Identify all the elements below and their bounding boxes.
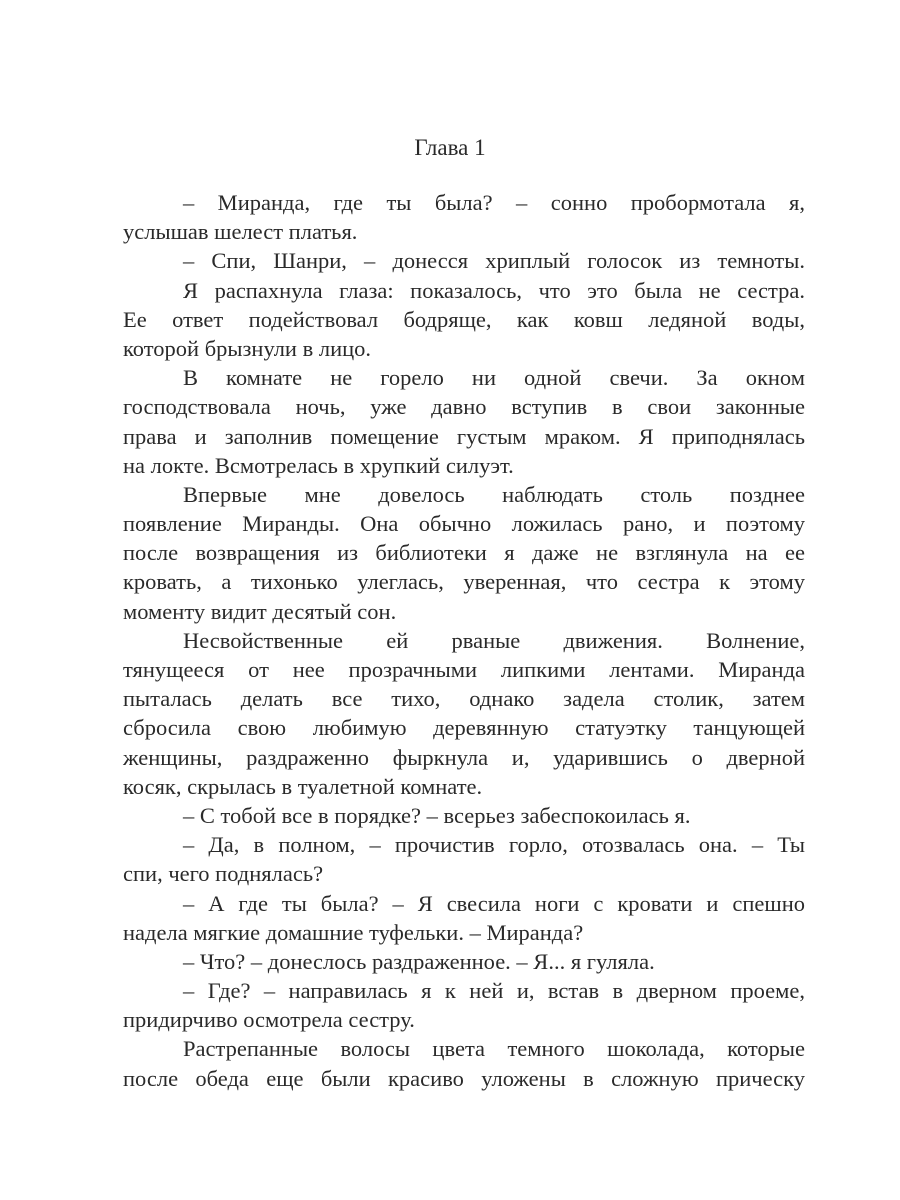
text-line: – А где ты была? – Я свесила ноги с кровати и спешно: [183, 890, 805, 916]
chapter-title: Глава 1: [414, 135, 486, 160]
text-line: женщины, раздраженно фыркнула и, ударившись о дверной: [123, 744, 805, 770]
text-line: Ее ответ подействовал бодряще, как ковш ледяной воды,: [123, 306, 805, 332]
text-line: кровать, а тихонько улеглась, уверенная, что сестра к этому: [123, 569, 805, 595]
text-line: – Спи, Шанри, – донесся хриплый голосок из темноты.: [183, 248, 805, 274]
text-line: Впервые мне довелось наблюдать столь позднее: [183, 481, 805, 507]
text-line: господствовала ночь, уже давно вступив в свои законные: [123, 394, 805, 420]
text-line: косяк, скрылась в туалетной комнате.: [123, 773, 483, 799]
text-line: тянущееся от нее прозрачными липкими лентами. Миранда: [123, 657, 805, 682]
text-line: В комнате не горело ни одной свечи. За окном: [183, 365, 805, 391]
text-line: появление Миранды. Она обычно ложилась рано, и поэтому: [123, 511, 805, 537]
text-line: которой брызнули в лицо.: [123, 335, 372, 361]
text-line: моменту видит десятый сон.: [123, 598, 397, 624]
text-line: на локте. Всмотрелась в хрупкий силуэт.: [123, 452, 514, 478]
text-line: после обеда еще были красиво уложены в сложную прическу: [123, 1065, 805, 1091]
text-line: – Где? – направилась я к ней и, встав в дверном проеме,: [183, 978, 805, 1004]
body-text: [123, 188, 805, 1093]
text-line: – Миранда, где ты была? – сонно пробормотала я,: [183, 190, 805, 215]
text-line: Я распахнула глаза: показалось, что это была не сестра.: [183, 277, 805, 303]
text-line: – Что? – донеслось раздраженное. – Я... я гуляла.: [183, 948, 655, 974]
text-line: сбросила свою любимую деревянную статуэтку танцующей: [123, 715, 805, 741]
text-line: Несвойственные ей рваные движения. Волнение,: [183, 627, 805, 653]
text-line: Растрепанные волосы цвета темного шоколада, которые: [183, 1036, 805, 1062]
text-line: придирчиво осмотрела сестру.: [123, 1007, 415, 1033]
text-line: услышав шелест платья.: [123, 219, 358, 245]
text-line: права и заполнив помещение густым мраком. Я приподнялась: [123, 423, 805, 449]
text-line: надела мягкие домашние туфельки. – Миранда?: [123, 919, 584, 945]
text-line: пыталась делать все тихо, однако задела столик, затем: [123, 686, 805, 712]
text-line: после возвращения из библиотеки я даже не взглянула на ее: [123, 540, 805, 566]
text-line: спи, чего поднялась?: [123, 861, 324, 887]
text-line: – С тобой все в порядке? – всерьез забеспокоилась я.: [183, 802, 691, 828]
text-line: – Да, в полном, – прочистив горло, отозвалась она. – Ты: [183, 832, 805, 858]
